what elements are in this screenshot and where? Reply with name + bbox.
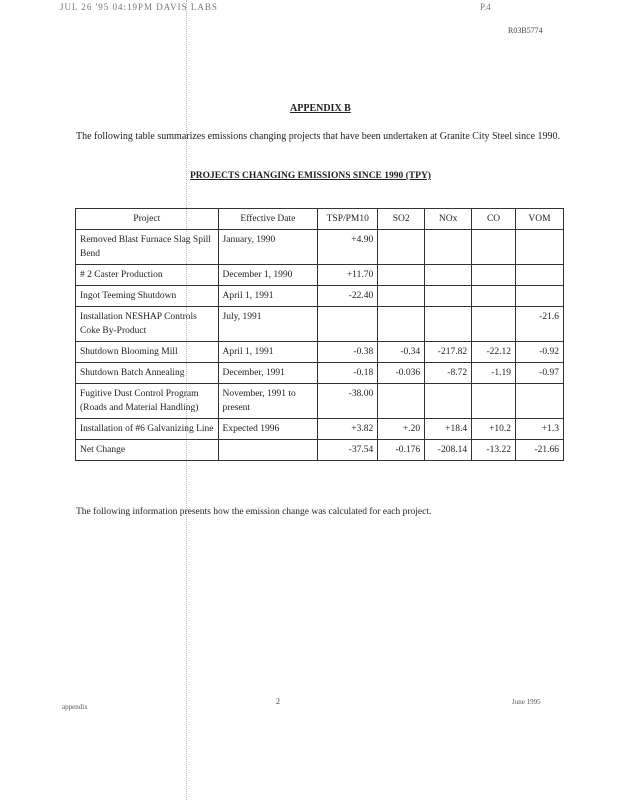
table-row bbox=[76, 230, 564, 265]
value-cell: -0.34 bbox=[378, 342, 425, 363]
value-cell: +.20 bbox=[378, 419, 425, 440]
value-cell bbox=[472, 265, 516, 286]
appendix-title: APPENDIX B bbox=[290, 103, 351, 114]
value-cell: -1.19 bbox=[472, 363, 516, 384]
footer-note: The following information presents how the emission change was calculated for each project. bbox=[76, 507, 432, 517]
project-cell: Installation of #6 Galvanizing Line bbox=[76, 419, 219, 440]
project-cell: # 2 Caster Production bbox=[76, 265, 219, 286]
value-cell bbox=[425, 286, 472, 307]
intro-paragraph: The following table summarizes emissions changing projects that have been undertaken at Granite City Steel since 1990. bbox=[76, 131, 561, 142]
footer-left: appendix bbox=[62, 703, 88, 711]
value-cell: -22.40 bbox=[318, 286, 378, 307]
column-header: Effective Date bbox=[218, 209, 318, 230]
date-cell: Expected 1996 bbox=[218, 419, 318, 440]
value-cell bbox=[516, 286, 564, 307]
value-cell bbox=[425, 265, 472, 286]
table-row bbox=[76, 286, 564, 307]
project-cell: Shutdown Blooming Mill bbox=[76, 342, 219, 363]
project-cell: Fugitive Dust Control Program (Roads and Material Handling) bbox=[76, 384, 219, 419]
total-value: -13.22 bbox=[472, 440, 516, 461]
value-cell bbox=[516, 230, 564, 265]
value-cell bbox=[378, 265, 425, 286]
total-value: -37.54 bbox=[318, 440, 378, 461]
value-cell: -8.72 bbox=[425, 363, 472, 384]
project-cell: Installation NESHAP Controls Coke By-Product bbox=[76, 307, 219, 342]
date-cell: January, 1990 bbox=[218, 230, 318, 265]
table-body bbox=[76, 230, 564, 461]
table-row bbox=[76, 265, 564, 286]
value-cell bbox=[472, 384, 516, 419]
column-header: Project bbox=[76, 209, 219, 230]
table-row bbox=[76, 342, 564, 363]
date-cell: July, 1991 bbox=[218, 307, 318, 342]
table-row bbox=[76, 363, 564, 384]
value-cell: +4.90 bbox=[318, 230, 378, 265]
fax-header: JUL 26 '95 04:19PM DAVIS LABS bbox=[60, 2, 218, 12]
value-cell bbox=[472, 307, 516, 342]
value-cell: -0.036 bbox=[378, 363, 425, 384]
value-cell: +11.70 bbox=[318, 265, 378, 286]
column-header: SO2 bbox=[378, 209, 425, 230]
date-cell: April 1, 1991 bbox=[218, 286, 318, 307]
value-cell bbox=[425, 307, 472, 342]
date-cell: December, 1991 bbox=[218, 363, 318, 384]
value-cell bbox=[378, 230, 425, 265]
total-value bbox=[218, 440, 318, 461]
value-cell bbox=[472, 286, 516, 307]
project-cell: Ingot Teeming Shutdown bbox=[76, 286, 219, 307]
table-row bbox=[76, 384, 564, 419]
value-cell bbox=[378, 307, 425, 342]
project-cell: Removed Blast Furnace Slag Spill Bend bbox=[76, 230, 219, 265]
total-value: -21.66 bbox=[516, 440, 564, 461]
value-cell bbox=[472, 230, 516, 265]
value-cell: -38.00 bbox=[318, 384, 378, 419]
value-cell bbox=[378, 286, 425, 307]
page-number: 2 bbox=[276, 697, 280, 706]
emissions-table bbox=[75, 208, 564, 461]
value-cell: -22.12 bbox=[472, 342, 516, 363]
date-cell: December 1, 1990 bbox=[218, 265, 318, 286]
value-cell: +1.3 bbox=[516, 419, 564, 440]
value-cell bbox=[516, 265, 564, 286]
document-id: R03B5774 bbox=[508, 26, 543, 35]
value-cell: +18.4 bbox=[425, 419, 472, 440]
table-header-row bbox=[76, 209, 564, 230]
date-cell: November, 1991 to present bbox=[218, 384, 318, 419]
value-cell: -217.82 bbox=[425, 342, 472, 363]
total-value: -0.176 bbox=[378, 440, 425, 461]
table-row bbox=[76, 419, 564, 440]
fax-page-marker: P.4 bbox=[480, 2, 491, 12]
value-cell: -0.97 bbox=[516, 363, 564, 384]
column-header: NOx bbox=[425, 209, 472, 230]
value-cell: -0.92 bbox=[516, 342, 564, 363]
project-cell: Shutdown Batch Annealing bbox=[76, 363, 219, 384]
value-cell: -21.6 bbox=[516, 307, 564, 342]
total-row bbox=[76, 440, 564, 461]
value-cell: -0.18 bbox=[318, 363, 378, 384]
value-cell bbox=[516, 384, 564, 419]
value-cell bbox=[318, 307, 378, 342]
date-cell: April 1, 1991 bbox=[218, 342, 318, 363]
column-header: TSP/PM10 bbox=[318, 209, 378, 230]
value-cell: +10.2 bbox=[472, 419, 516, 440]
value-cell bbox=[425, 230, 472, 265]
column-header: VOM bbox=[516, 209, 564, 230]
value-cell bbox=[425, 384, 472, 419]
value-cell: +3.82 bbox=[318, 419, 378, 440]
value-cell bbox=[378, 384, 425, 419]
column-header: CO bbox=[472, 209, 516, 230]
total-value: -208.14 bbox=[425, 440, 472, 461]
table-row bbox=[76, 307, 564, 342]
table-title: PROJECTS CHANGING EMISSIONS SINCE 1990 (TPY) bbox=[190, 171, 431, 181]
value-cell: -0.38 bbox=[318, 342, 378, 363]
total-label: Net Change bbox=[76, 440, 219, 461]
footer-date: June 1995 bbox=[512, 698, 541, 706]
